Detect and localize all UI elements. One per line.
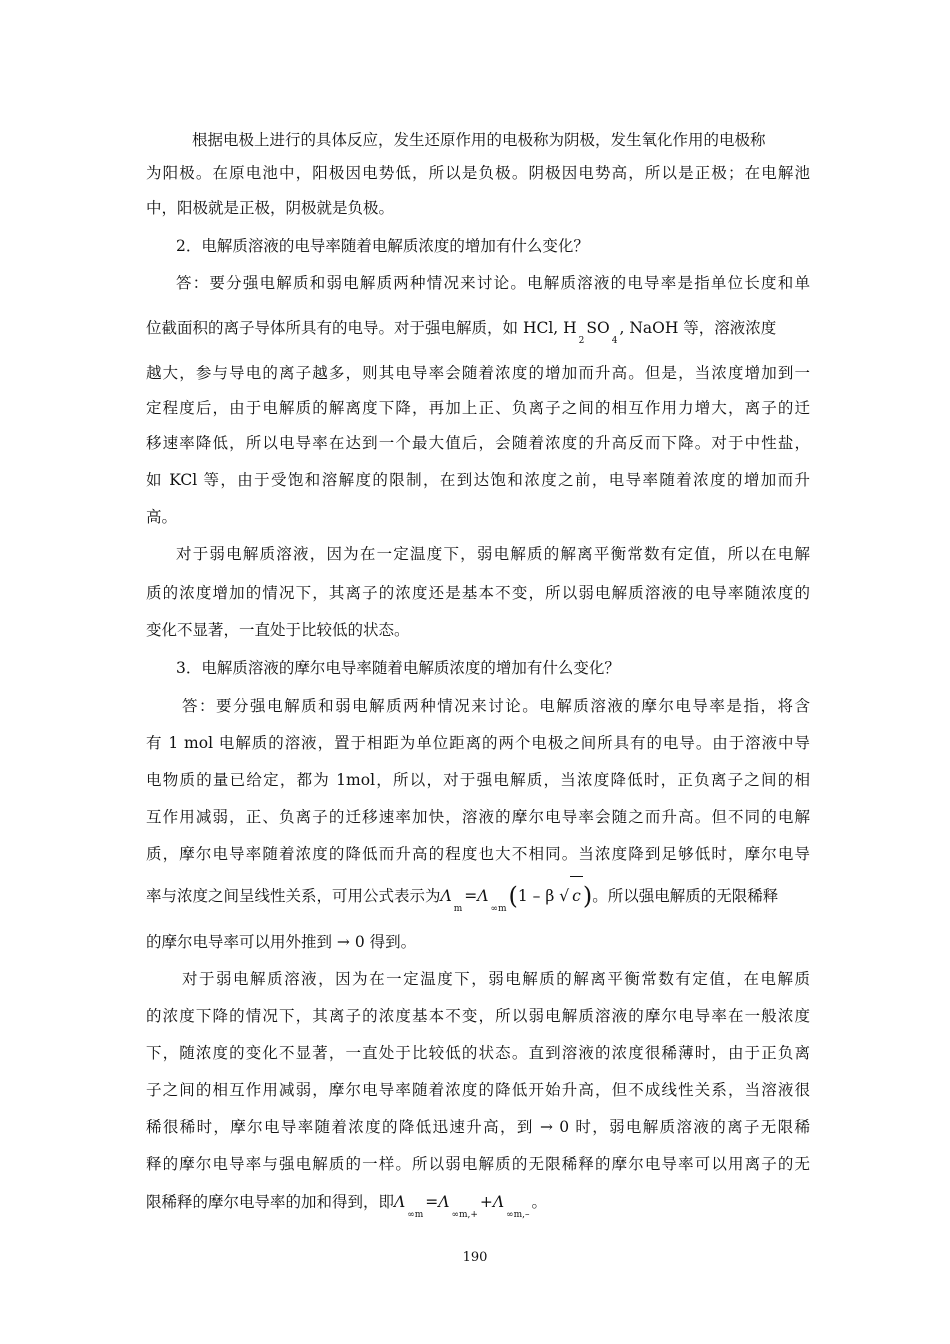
q2-weak-line1: 对于弱电解质溶液，因为在一定温度下，弱电解质的解离平衡常数有定值，所以在电解: [176, 545, 810, 563]
q3-weak-line1: 对于弱电解质溶液，因为在一定温度下，弱电解质的解离平衡常数有定值，在电解质: [182, 970, 810, 988]
equals-sign: =: [464, 887, 478, 905]
lambda-symbol: Λ: [440, 887, 452, 905]
q3-weak-line3: 下，随浓度的变化不显著，一直处于比较低的状态。直到溶液的浓度很稀薄时，由于正负离: [146, 1044, 810, 1062]
formula-hcl-h2so4: [522, 316, 620, 346]
equals-sign-2: =: [425, 1193, 439, 1211]
q3-answer-line7: 的摩尔电导率可以用外推到 → 0 得到。: [146, 933, 417, 951]
left-paren: (: [508, 882, 518, 910]
infinity-icon-c: ∞: [506, 1210, 514, 1220]
q3-weak-line4: 子之间的相互作用减弱，摩尔电导率随着浓度的降低开始升高，但不成线性关系，当溶液很: [146, 1081, 810, 1099]
q2-answer-line1: 答：要分强电解质和弱电解质两种情况来讨论。电解质溶液的电导率是指单位长度和单: [176, 274, 810, 292]
q3-weak-line5: 稀很稀时，摩尔电导率随着浓度的降低迅速升高，到 → 0 时，弱电解质溶液的离子无限稀: [146, 1118, 810, 1136]
q3-answer-line3: 电物质的量已给定，都为 1mol，所以，对于强电解质，当浓度降低时，正负离子之间的相: [146, 771, 810, 789]
infinity-icon-b: ∞: [451, 1210, 459, 1220]
q2-answer-line2: [146, 316, 810, 350]
question-3: 3．电解质溶液的摩尔电导率随着电解质浓度的增加有什么变化？: [176, 659, 620, 677]
q2-a2-text: 位截面积的离子导体所具有的电导。对于强电解质，如: [146, 319, 519, 337]
chem-hcl-h: HCl, H: [522, 319, 577, 337]
sub-inf-m-a: [405, 1210, 425, 1220]
formula-kohlrausch: $\Lambda_m=\Lambda_{\infty m}(1 - \beta$ √ c): [441, 876, 593, 914]
q3-a6-pre: 率与浓度之间呈线性关系，可用公式表示为: [146, 887, 441, 905]
q2-a2-post: , NaOH 等，溶液浓度: [619, 319, 777, 337]
q3-b7-pre: 限稀释的摩尔电导率的加和得到，即: [146, 1193, 395, 1211]
chem-sub-2: 2: [578, 336, 585, 346]
q3-weak-line7: [146, 1190, 810, 1224]
infinity-icon: ∞: [490, 904, 498, 914]
question-2: 2．电解质溶液的电导率随着电解质浓度的增加有什么变化？: [176, 237, 589, 255]
q3-answer-line4: 互作用减弱，正、负离子的迁移速率加快，溶液的摩尔电导率会随之而升高。但不同的电解: [146, 808, 810, 826]
sub-inf-m: [488, 904, 508, 914]
q3-answer-line2: 有 1 mol 电解质的溶液，置于相距为单位距离的两个电极之间所具有的电导。由于溶液中导: [146, 734, 810, 752]
sub-mminus: m,–: [513, 1210, 530, 1220]
q2-weak-line2: 质的浓度增加的情况下，其离子的浓度还是基本不变，所以弱电解质溶液的电导率随浓度的: [146, 584, 810, 602]
page-number: 190: [462, 1250, 488, 1265]
q3-a6-post: 。所以强电解质的无限稀释: [592, 887, 779, 905]
sub-m: m: [453, 904, 463, 914]
lambda-c: Λ: [492, 1193, 505, 1211]
lambda-symbol-2: Λ: [477, 887, 489, 905]
q2-answer-line6: 如 KCl 等，由于受饱和溶解度的限制，在到达饱和浓度之前，电导率随着浓度的增加而升: [146, 471, 810, 489]
para1-line1: 根据电极上进行的具体反应，发生还原作用的电极称为阴极，发生氧化作用的电极称: [192, 131, 766, 149]
sub-mplus: m,+: [458, 1210, 478, 1220]
q3-weak-line2: 的浓度下降的情况下，其离子的浓度基本不变，所以弱电解质溶液的摩尔电导率在一般浓度: [146, 1007, 810, 1025]
q2-answer-line5: 移速率降低，所以电导率在达到一个最大值后，会随着浓度的升高反而下降。对于中性盐，: [146, 434, 810, 452]
para1-line3: 中，阳极就是正极，阴极就是负极。: [146, 199, 395, 217]
q2-weak-line3: 变化不显著，一直处于比较低的状态。: [146, 621, 410, 639]
chem-so: SO: [586, 319, 610, 337]
chem-sub-4: 4: [611, 336, 618, 346]
q2-answer-line7: 高。: [146, 508, 178, 526]
period-mark: 。: [531, 1193, 548, 1211]
lambda-b: Λ: [438, 1193, 450, 1211]
plus-sign: +: [479, 1193, 493, 1211]
q2-answer-line4: 定程度后，由于电解质的解离度下降，再加上正、负离子之间的相互作用力增大，离子的迁: [146, 399, 810, 417]
q2-answer-line3: 越大，参与导电的离子越多，则其电导率会随着浓度的增加而升高。但是，当浓度增加到一: [146, 364, 810, 382]
infinity-icon-a: ∞: [407, 1210, 415, 1220]
sub-m-2: m: [497, 904, 507, 914]
sub-inf-mminus: [504, 1210, 531, 1220]
formula-sum: [394, 1190, 532, 1220]
sub-inf-mplus: [449, 1210, 479, 1220]
lambda-a: Λ: [394, 1193, 406, 1211]
q3-answer-line1: 答：要分强电解质和弱电解质两种情况来讨论。电解质溶液的摩尔电导率是指，将含: [182, 697, 810, 715]
right-paren: ): [582, 882, 593, 910]
q3-answer-line5: 质，摩尔电导率随着浓度的降低而升高的程度也大不相同。当浓度降到足够低时，摩尔电导: [146, 845, 810, 863]
q3-weak-line6: 释的摩尔电导率与强电解质的一样。所以弱电解质的无限稀释的摩尔电导率可以用离子的无: [146, 1155, 810, 1173]
q3-answer-line6: [146, 876, 810, 914]
para1-line2: 为阳极。在原电池中，阳极因电势低，所以是负极。阴极因电势高，所以是正极；在电解池: [146, 164, 810, 182]
one-minus-beta: 1 – β: [517, 887, 555, 905]
sub-m-a: m: [414, 1210, 424, 1220]
sqrt-c: c: [570, 876, 583, 914]
